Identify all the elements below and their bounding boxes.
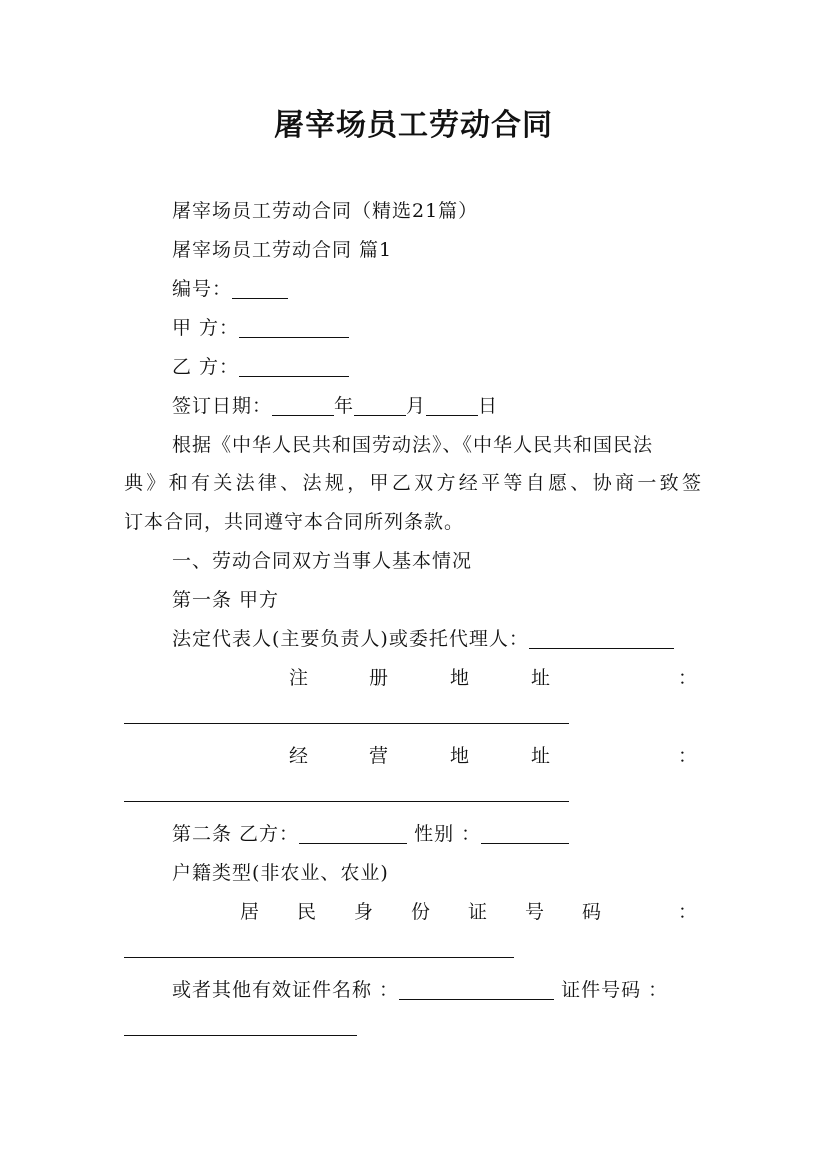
op-addr-char-4: 址 (531, 745, 551, 767)
reg-addr-char-1: 注 (289, 667, 309, 689)
other-cert-label: 或者其他有效证件名称 ： (172, 979, 400, 1001)
cert-number-label: 证件号码 ： (561, 979, 669, 1001)
chapter-heading: 屠宰场员工劳动合同 篇1 (172, 239, 393, 261)
reg-addr-char-4: 址 (531, 667, 551, 689)
legal-rep-line (172, 625, 674, 653)
month-blank[interactable] (354, 395, 406, 416)
intro-line-1: 根据《中华人民共和国劳动法》、《中华人民共和国民法 (172, 434, 654, 456)
party-a-label: 甲 方： (172, 317, 240, 339)
article-2-label: 第二条 乙方： (172, 823, 300, 845)
party-b-label: 乙 方： (172, 356, 240, 378)
reg-addr-char-3: 地 (450, 667, 470, 689)
article-1-heading: 第一条 甲方 (172, 589, 280, 611)
op-addr-char-3: 地 (450, 745, 470, 767)
sign-date-label: 签订日期： (172, 395, 273, 417)
party-a-blank[interactable] (239, 317, 349, 338)
reg-addr-char-2: 册 (369, 667, 389, 689)
id-char-6: 号 (525, 901, 545, 923)
id-char-1: 居 (240, 901, 260, 923)
op-addr-char-1: 经 (289, 745, 309, 767)
intro-line-2: 典》和有关法律、法规，甲乙双方经平等自愿、协商一致签 (124, 472, 702, 494)
gender-blank[interactable] (481, 823, 569, 844)
day-blank[interactable] (426, 395, 478, 416)
year-label: 年 (334, 395, 355, 417)
op-addr-char-2: 营 (369, 745, 389, 767)
contract-number-line (172, 275, 288, 303)
cert-number-blank[interactable] (124, 1035, 357, 1036)
document-title: 屠宰场员工劳动合同 (274, 108, 553, 143)
op-addr-colon: ： (678, 745, 698, 767)
section-1-heading: 一、劳动合同双方当事人基本情况 (172, 550, 473, 572)
id-char-2: 民 (297, 901, 317, 923)
id-char-4: 份 (411, 901, 431, 923)
other-cert-blank[interactable] (399, 979, 554, 1000)
reg-addr-blank[interactable] (124, 723, 569, 724)
intro-line-3: 订本合同，共同遵守本合同所列条款。 (124, 511, 465, 533)
reg-addr-colon: ： (678, 667, 698, 689)
article-2-line (172, 820, 569, 848)
party-b-line (172, 353, 349, 381)
other-cert-line (172, 976, 668, 1004)
party-a-line (172, 314, 349, 342)
id-number-blank[interactable] (124, 957, 514, 958)
id-char-5: 证 (468, 901, 488, 923)
party-b-name-blank[interactable] (299, 823, 407, 844)
contract-number-blank[interactable] (232, 278, 288, 299)
id-colon: ： (678, 901, 698, 923)
year-blank[interactable] (272, 395, 334, 416)
month-label: 月 (406, 395, 427, 417)
day-label: 日 (478, 395, 499, 417)
id-char-7: 码 (582, 901, 602, 923)
sign-date-line (172, 392, 498, 420)
op-addr-blank[interactable] (124, 801, 569, 802)
legal-rep-blank[interactable] (529, 628, 674, 649)
id-char-3: 身 (354, 901, 374, 923)
household-type: 户籍类型(非农业、农业) (172, 862, 389, 884)
document-subtitle: 屠宰场员工劳动合同（精选21篇） (172, 200, 479, 222)
legal-rep-label: 法定代表人(主要负责人)或委托代理人： (172, 628, 529, 650)
gender-label: 性别 ： (414, 823, 482, 845)
party-b-blank[interactable] (239, 356, 349, 377)
contract-number-label: 编号： (172, 278, 233, 300)
